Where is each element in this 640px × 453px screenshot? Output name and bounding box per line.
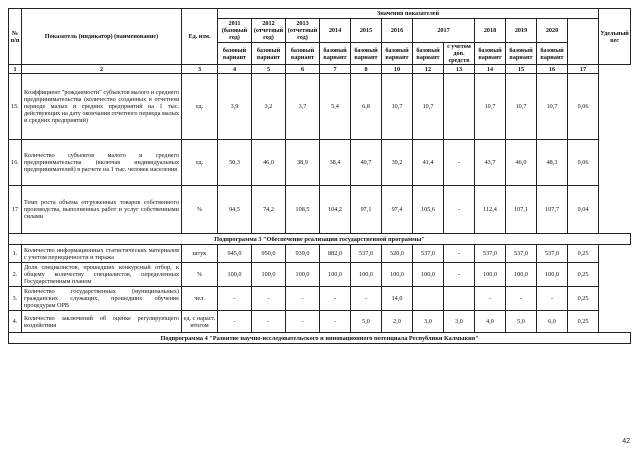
header-year: 2020 bbox=[537, 19, 568, 43]
table-row bbox=[9, 74, 631, 140]
header-variant: базовый вариант bbox=[413, 43, 444, 65]
indicator-value: - bbox=[286, 287, 320, 311]
column-number: 15 bbox=[506, 65, 537, 74]
column-number: 3 bbox=[182, 65, 218, 74]
indicator-value: 97,1 bbox=[351, 186, 382, 234]
indicator-value: 939,0 bbox=[286, 245, 320, 263]
indicator-name: Доля специалистов, прошедших конкурсный отбор, к общему количеству специалистов, определенных Государственным планом bbox=[22, 263, 182, 287]
indicator-value bbox=[413, 287, 444, 311]
column-number: 10 bbox=[382, 65, 413, 74]
indicator-value: 5,0 bbox=[506, 311, 537, 333]
indicators-table-sheet bbox=[8, 8, 629, 344]
indicator-value: 3,7 bbox=[286, 74, 320, 140]
indicator-value: - bbox=[537, 287, 568, 311]
indicator-value: 10,7 bbox=[382, 74, 413, 140]
indicator-value: 100,0 bbox=[475, 263, 506, 287]
indicator-value: - bbox=[252, 287, 286, 311]
header-year: 2019 bbox=[506, 19, 537, 43]
indicator-value: 46,0 bbox=[506, 140, 537, 186]
indicator-unit: % bbox=[182, 263, 218, 287]
row-number: 1. bbox=[9, 245, 22, 263]
subprogram-4-heading: Подпрограмма 4 "Развитие научно-исследовательского и инновационного потенциала Республики Калмыкия" bbox=[9, 333, 631, 344]
indicator-value: 520,0 bbox=[382, 245, 413, 263]
indicator-value: 10,7 bbox=[537, 74, 568, 140]
table-row bbox=[9, 287, 631, 311]
row-number: 3. bbox=[9, 287, 22, 311]
indicator-value: 43,7 bbox=[475, 140, 506, 186]
indicator-value: 0,06 bbox=[568, 140, 599, 186]
column-number: 16 bbox=[537, 65, 568, 74]
column-number: 7 bbox=[320, 65, 351, 74]
row-number: 16. bbox=[9, 140, 22, 186]
indicator-name: Коэффициент "рождаемости" субъектов малого и среднего предпринимательства (количество созданных в отчетном периоде малых и средних предприятий на 1 тыс. действующих на дату окончания отчетного периода малых и средних предприятий) bbox=[22, 74, 182, 140]
indicator-unit: ед. с нараст. итогом bbox=[182, 311, 218, 333]
indicator-value: 104,2 bbox=[320, 186, 351, 234]
indicator-value: - bbox=[444, 263, 475, 287]
header-year: 2015 bbox=[351, 19, 382, 43]
indicator-value: 945,0 bbox=[218, 245, 252, 263]
indicator-name: Количество субъектов малого и среднего предпринимательства (включая индивидуальных предпринимателей) в расчете на 1 тыс. человек населения bbox=[22, 140, 182, 186]
column-number: 1 bbox=[9, 65, 22, 74]
indicator-value: 94,5 bbox=[218, 186, 252, 234]
indicator-unit: % bbox=[182, 186, 218, 234]
indicator-value: 2,0 bbox=[382, 311, 413, 333]
indicator-value: 0,04 bbox=[568, 186, 599, 234]
indicator-value: 74,2 bbox=[252, 186, 286, 234]
indicator-value: 100,0 bbox=[506, 263, 537, 287]
indicator-value: 38,9 bbox=[286, 140, 320, 186]
indicator-value: 0,25 bbox=[568, 245, 599, 263]
indicator-value: - bbox=[252, 311, 286, 333]
indicator-value: - bbox=[475, 287, 506, 311]
header-year: 2017 bbox=[413, 19, 475, 43]
indicator-name: Количество государственных (муниципальных) гражданских служащих, прошедших обучение процедурам ОРВ bbox=[22, 287, 182, 311]
header-n: № п/п bbox=[9, 9, 22, 65]
indicator-value: 40,7 bbox=[351, 140, 382, 186]
header-variant: базовый вариант bbox=[218, 43, 252, 65]
table-row bbox=[9, 140, 631, 186]
column-number: 8 bbox=[351, 65, 382, 74]
indicator-value: 10,7 bbox=[475, 74, 506, 140]
indicator-name: Количество заключений об оценке регулирующего воздействия bbox=[22, 311, 182, 333]
indicator-name: Количество информационных статистических материалов с учетом периодичности и тиража bbox=[22, 245, 182, 263]
indicator-value: 112,4 bbox=[475, 186, 506, 234]
indicator-value: 950,0 bbox=[252, 245, 286, 263]
indicator-name: Темп роста объема отгруженных товаров собственного производства, выполненных работ и услуг собственными силами bbox=[22, 186, 182, 234]
column-number: 13 bbox=[444, 65, 475, 74]
indicators-table bbox=[8, 8, 631, 344]
indicator-value: 537,0 bbox=[506, 245, 537, 263]
indicator-value: 107,7 bbox=[537, 186, 568, 234]
column-number: 14 bbox=[475, 65, 506, 74]
header-variant: базовый вариант bbox=[475, 43, 506, 65]
row-number: 4. bbox=[9, 311, 22, 333]
indicator-value: - bbox=[320, 311, 351, 333]
indicator-value: - bbox=[320, 287, 351, 311]
indicator-value: 97,4 bbox=[382, 186, 413, 234]
indicator-value: - bbox=[218, 287, 252, 311]
row-number: 2. bbox=[9, 263, 22, 287]
indicator-value: 100,0 bbox=[351, 263, 382, 287]
table-row bbox=[9, 186, 631, 234]
header-variant: базовый вариант bbox=[506, 43, 537, 65]
indicator-value: 100,0 bbox=[537, 263, 568, 287]
header-unit: Ед. изм. bbox=[182, 9, 218, 65]
column-number: 2 bbox=[22, 65, 182, 74]
indicator-value: 5,4 bbox=[320, 74, 351, 140]
table-row bbox=[9, 245, 631, 263]
indicator-value: 50,3 bbox=[218, 140, 252, 186]
header-variant: базовый вариант bbox=[382, 43, 413, 65]
indicator-value: 108,5 bbox=[286, 186, 320, 234]
header-year: 2018 bbox=[475, 19, 506, 43]
indicator-value: 0,25 bbox=[568, 311, 599, 333]
indicator-value: 3,0 bbox=[413, 311, 444, 333]
column-number: 6 bbox=[286, 65, 320, 74]
indicator-unit: чел. bbox=[182, 287, 218, 311]
indicator-value bbox=[444, 287, 475, 311]
indicator-value: 537,0 bbox=[537, 245, 568, 263]
subprogram-3-heading: Подпрограмма 3 "Обеспечение реализации государственной программы" bbox=[9, 234, 631, 245]
indicator-value: - bbox=[506, 287, 537, 311]
indicator-value: 10,7 bbox=[506, 74, 537, 140]
header-values-group: Значения показателей bbox=[218, 9, 599, 19]
column-number: 12 bbox=[413, 65, 444, 74]
indicator-value: - bbox=[444, 140, 475, 186]
header-year: 2013 (отчетный год) bbox=[286, 19, 320, 43]
indicator-value: 100,0 bbox=[252, 263, 286, 287]
indicator-value: 3,2 bbox=[252, 74, 286, 140]
indicator-value: 38,4 bbox=[320, 140, 351, 186]
indicator-value: 3,0 bbox=[444, 311, 475, 333]
indicator-value: 882,0 bbox=[320, 245, 351, 263]
indicator-value: 537,0 bbox=[413, 245, 444, 263]
column-number: 5 bbox=[252, 65, 286, 74]
indicator-value: 100,0 bbox=[320, 263, 351, 287]
header-variant: базовый вариант bbox=[286, 43, 320, 65]
indicator-value: 0,06 bbox=[568, 74, 599, 140]
header-year: 2016 bbox=[382, 19, 413, 43]
indicator-value: - bbox=[286, 311, 320, 333]
header-year: 2014 bbox=[320, 19, 351, 43]
indicator-value: 4,0 bbox=[475, 311, 506, 333]
table-row bbox=[9, 311, 631, 333]
table-row bbox=[9, 263, 631, 287]
indicator-value: 48,3 bbox=[537, 140, 568, 186]
indicator-value: 0,25 bbox=[568, 263, 599, 287]
indicator-value: 107,1 bbox=[506, 186, 537, 234]
indicator-value: 100,0 bbox=[413, 263, 444, 287]
indicator-value: 6,0 bbox=[537, 311, 568, 333]
indicator-value bbox=[444, 74, 475, 140]
indicator-value: - bbox=[444, 245, 475, 263]
header-indicator: Показатель (индикатор) (наименование) bbox=[22, 9, 182, 65]
indicator-value: 105,6 bbox=[413, 186, 444, 234]
header-variant: базовый вариант bbox=[351, 43, 382, 65]
column-number: 4 bbox=[218, 65, 252, 74]
page-number: 42 bbox=[622, 438, 630, 445]
indicator-value: 5,0 bbox=[351, 311, 382, 333]
indicator-value: 41,4 bbox=[413, 140, 444, 186]
indicator-value: - bbox=[218, 311, 252, 333]
indicator-value: 39,2 bbox=[382, 140, 413, 186]
indicator-value: 537,0 bbox=[475, 245, 506, 263]
indicator-value: 6,8 bbox=[351, 74, 382, 140]
indicator-value: 3,9 bbox=[218, 74, 252, 140]
indicator-value: 537,0 bbox=[351, 245, 382, 263]
indicator-value: 100,0 bbox=[382, 263, 413, 287]
indicator-value: - bbox=[444, 186, 475, 234]
indicator-value: 14,0 bbox=[382, 287, 413, 311]
row-number: 17 bbox=[9, 186, 22, 234]
header-variant: базовый вариант bbox=[252, 43, 286, 65]
column-number: 17 bbox=[568, 65, 599, 74]
indicator-unit: ед. bbox=[182, 140, 218, 186]
row-number: 15. bbox=[9, 74, 22, 140]
indicator-value: 46,0 bbox=[252, 140, 286, 186]
indicator-value: 100,0 bbox=[218, 263, 252, 287]
indicator-value: 100,0 bbox=[286, 263, 320, 287]
header-year: 2012 (отчетный год) bbox=[252, 19, 286, 43]
header-variant: базовый вариант bbox=[537, 43, 568, 65]
header-variant: с учетом доп. средств bbox=[444, 43, 475, 65]
header-weight: Удельный вес bbox=[599, 9, 631, 65]
header-variant: базовый вариант bbox=[320, 43, 351, 65]
indicator-value: - bbox=[351, 287, 382, 311]
indicator-unit: штук bbox=[182, 245, 218, 263]
indicator-value: 10,7 bbox=[413, 74, 444, 140]
indicator-value: 0,25 bbox=[568, 287, 599, 311]
indicator-unit: ед. bbox=[182, 74, 218, 140]
header-year: 2011 (базовый год) bbox=[218, 19, 252, 43]
